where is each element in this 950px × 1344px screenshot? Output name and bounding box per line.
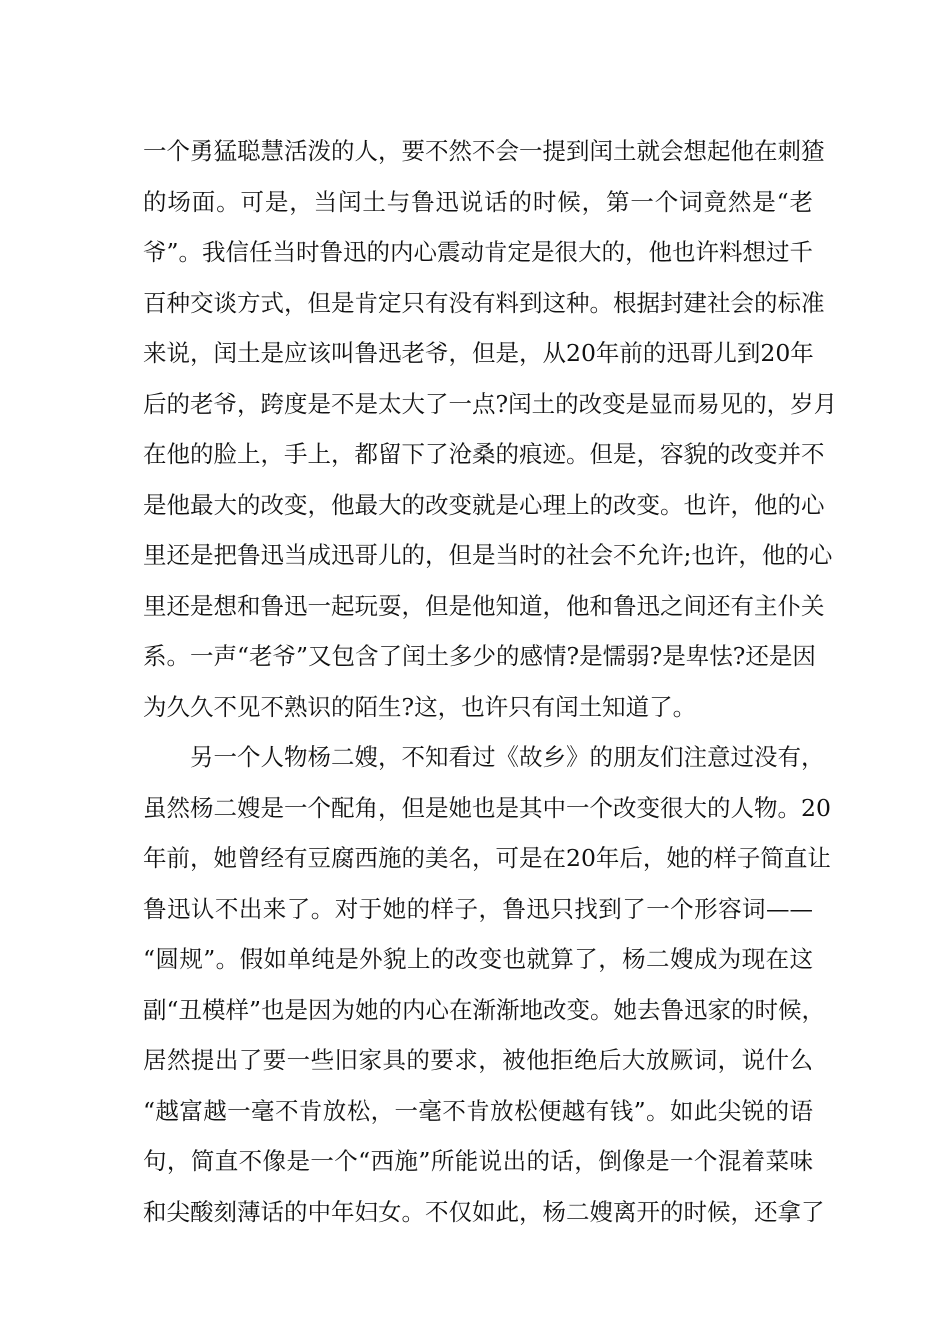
text-line: 鲁迅认不出来了。对于她的样子，鲁迅只找到了一个形容词——: [143, 894, 813, 923]
text-line: 里还是想和鲁迅一起玩耍，但是他知道，他和鲁迅之间还有主仆关: [143, 591, 825, 620]
paragraph-yang-ersao: [143, 732, 831, 1237]
text-line: 来说，闰土是应该叫鲁迅老爷，但是，从20年前的迅哥儿到20年: [143, 339, 814, 367]
text-line: 年前，她曾经有豆腐西施的美名，可是在20年后，她的样子简直让: [143, 844, 831, 872]
text-line: 为久久不见不熟识的陌生?这，也许只有闰土知道了。: [143, 692, 697, 721]
text-line: 百种交谈方式，但是肯定只有没有料到这种。根据封建社会的标准: [143, 288, 825, 317]
text-line: 爷”。我信任当时鲁迅的内心震动肯定是很大的，他也许料想过千: [143, 238, 814, 266]
text-line: 虽然杨二嫂是一个配角，但是她也是其中一个改变很大的人物。20: [143, 793, 831, 822]
text-line: 里还是把鲁迅当成迅哥儿的，但是当时的社会不允许;也许，他的心: [143, 541, 833, 569]
text-line: 一个勇猛聪慧活泼的人，要不然不会一提到闰土就会想起他在刺猹: [143, 137, 825, 165]
text-line: 和尖酸刻薄话的中年妇女。不仅如此，杨二嫂离开的时候，还拿了: [143, 1197, 825, 1226]
text-line: “圆规”。假如单纯是外貌上的改变也就算了，杨二嫂成为现在这: [143, 945, 813, 973]
text-line: 后的老爷，跨度是不是太大了一点?闰土的改变是显而易见的，岁月: [143, 389, 838, 418]
text-line: 句，简直不像是一个“西施”所能说出的话，倒像是一个混着菜味: [143, 1147, 813, 1175]
text-line: “越富越一毫不肯放松，一毫不肯放松便越有钱”。如此尖锐的语: [143, 1096, 813, 1125]
paragraph-runtu: [143, 126, 838, 732]
text-line: 另一个人物杨二嫂，不知看过《故乡》的朋友们注意过没有，: [190, 743, 825, 771]
body-text: [143, 126, 838, 1237]
text-line: 系。一声“老爷”又包含了闰土多少的感情?是懦弱?是卑怯?还是因: [143, 642, 816, 670]
text-line: 居然提出了要一些旧家具的要求，被他拒绝后大放厥词，说什么: [143, 1046, 813, 1074]
text-line: 在他的脸上，手上，都留下了沧桑的痕迹。但是，容貌的改变并不: [143, 440, 825, 468]
text-line: 是他最大的改变，他最大的改变就是心理上的改变。也许，他的心: [143, 490, 825, 519]
text-line: 副“丑模样”也是因为她的内心在渐渐地改变。她去鲁迅家的时候，: [143, 995, 826, 1024]
text-line: 的场面。可是，当闰土与鲁迅说话的时候，第一个词竟然是“老: [143, 187, 813, 216]
